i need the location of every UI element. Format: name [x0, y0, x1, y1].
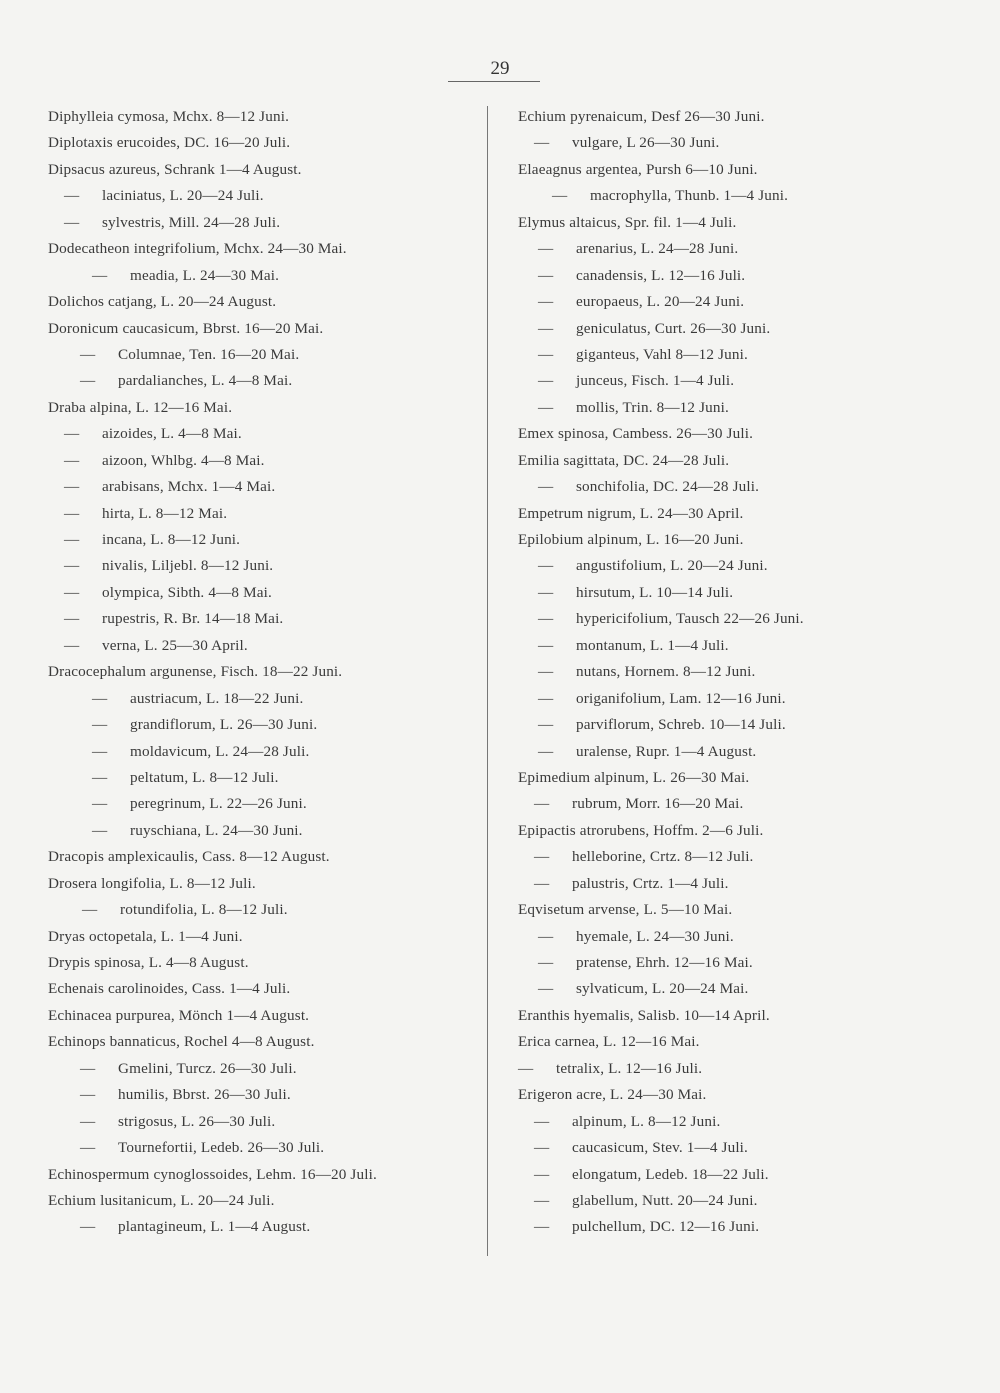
list-item [48, 1082, 478, 1108]
ditto-dash: — [80, 1059, 96, 1077]
ditto-dash: — [80, 1086, 96, 1104]
ditto-dash: — [64, 531, 80, 548]
ditto-dash: — [82, 901, 98, 919]
species-entry-text: Drosera longifolia, L. 8—12 Juli. [48, 874, 256, 892]
page-number-rule [448, 81, 540, 82]
list-item [518, 844, 958, 870]
species-entry-text: Dipsacus azureus, Schrank 1—4 August. [48, 160, 302, 178]
species-entry-text: grandiflorum, L. 26—30 Juni. [130, 716, 318, 734]
list-item [48, 157, 478, 183]
ditto-dash: — [534, 1139, 550, 1157]
list-item [48, 659, 478, 685]
ditto-dash: — [64, 610, 80, 628]
ditto-dash: — [534, 874, 550, 892]
species-entry-text: Dodecatheon integrifolium, Mchx. 24—30 Mai. [48, 240, 347, 258]
list-item [48, 527, 478, 553]
species-entry-text: Elaeagnus argentea, Pursh 6—10 Juni. [518, 160, 758, 178]
species-entry-text: humilis, Bbrst. 26—30 Juli. [118, 1086, 291, 1104]
list-item [518, 659, 958, 685]
ditto-dash: — [92, 689, 108, 707]
list-item [48, 686, 478, 712]
species-entry-text: sonchifolia, DC. 24—28 Juli. [576, 478, 760, 496]
ditto-dash: — [538, 293, 554, 311]
list-item [48, 1109, 478, 1135]
species-entry-text: verna, L. 25—30 April. [102, 636, 248, 654]
list-item [48, 712, 478, 738]
ditto-dash: — [534, 848, 550, 866]
ditto-dash: — [80, 1139, 96, 1157]
ditto-dash: — [92, 821, 108, 839]
ditto-dash: — [538, 636, 554, 654]
list-item [48, 791, 478, 817]
species-entry-text: Epilobium alpinum, L. 16—20 Juni. [518, 531, 744, 548]
list-item [48, 236, 478, 262]
ditto-dash: — [534, 1191, 550, 1209]
list-item [48, 1188, 478, 1214]
list-item [48, 474, 478, 500]
species-entry-text: sylvaticum, L. 20—24 Mai. [576, 980, 749, 998]
list-item [48, 844, 478, 870]
ditto-dash: — [80, 1112, 96, 1130]
species-entry-text: strigosus, L. 26—30 Juli. [118, 1112, 276, 1130]
species-entry-text: Epimedium alpinum, L. 26—30 Mai. [518, 768, 750, 786]
list-item [48, 210, 478, 236]
species-entry-text: Diplotaxis erucoides, DC. 16—20 Juli. [48, 134, 291, 152]
column-divider [487, 106, 488, 1256]
species-entry-text: arabisans, Mchx. 1—4 Mai. [102, 478, 276, 496]
species-entry-text: rubrum, Morr. 16—20 Mai. [572, 795, 744, 813]
list-item [48, 1162, 478, 1188]
ditto-dash: — [518, 1059, 534, 1077]
list-item [518, 395, 958, 421]
species-entry-text: Echium pyrenaicum, Desf 26—30 Juni. [518, 108, 765, 125]
ditto-dash: — [534, 1218, 550, 1236]
list-item [518, 1214, 958, 1240]
list-item [48, 897, 478, 923]
species-entry-text: Echenais carolinoides, Cass. 1—4 Juli. [48, 980, 291, 998]
species-entry-text: parviflorum, Schreb. 10—14 Juli. [576, 716, 786, 734]
list-item [518, 421, 958, 447]
list-item [48, 1056, 478, 1082]
species-entry-text: Columnae, Ten. 16—20 Mai. [118, 345, 300, 363]
species-entry-text: nutans, Hornem. 8—12 Juni. [576, 663, 756, 681]
list-item [518, 1109, 958, 1135]
list-item [48, 950, 478, 976]
species-entry-text: peltatum, L. 8—12 Juli. [130, 768, 279, 786]
ditto-dash: — [92, 795, 108, 813]
ditto-dash: — [534, 134, 550, 152]
list-item [518, 236, 958, 262]
ditto-dash: — [64, 504, 80, 522]
ditto-dash: — [80, 345, 96, 363]
list-item [518, 606, 958, 632]
ditto-dash: — [80, 1218, 96, 1236]
species-entry-text: Epipactis atrorubens, Hoffm. 2—6 Juli. [518, 821, 764, 839]
species-entry-text: Erica carnea, L. 12—16 Mai. [518, 1033, 700, 1051]
species-entry-text: Doronicum caucasicum, Bbrst. 16—20 Mai. [48, 319, 324, 337]
ditto-dash: — [538, 663, 554, 681]
species-entry-text: pardalianches, L. 4—8 Mai. [118, 372, 293, 390]
list-item [48, 871, 478, 897]
list-item [518, 976, 958, 1002]
species-entry-text: helleborine, Crtz. 8—12 Juli. [572, 848, 754, 866]
species-entry-text: olympica, Sibth. 4—8 Mai. [102, 583, 272, 601]
species-entry-text: Dracocephalum argunense, Fisch. 18—22 Juni. [48, 663, 343, 681]
list-item [518, 501, 958, 527]
species-entry-text: nivalis, Liljebl. 8—12 Juni. [102, 557, 274, 575]
species-entry-text: Echinacea purpurea, Mönch 1—4 August. [48, 1006, 310, 1024]
species-entry-text: Emex spinosa, Cambess. 26—30 Juli. [518, 425, 754, 443]
list-item [518, 368, 958, 394]
list-item [518, 871, 958, 897]
species-entry-text: Emilia sagittata, DC. 24—28 Juli. [518, 451, 730, 469]
species-entry-text: Gmelini, Turcz. 26—30 Juli. [118, 1059, 297, 1077]
ditto-dash: — [538, 583, 554, 601]
list-item [48, 501, 478, 527]
species-entry-text: angustifolium, L. 20—24 Juni. [576, 557, 768, 575]
list-item [518, 474, 958, 500]
list-item [518, 1162, 958, 1188]
list-item [518, 130, 958, 156]
species-entry-text: macrophylla, Thunb. 1—4 Juni. [590, 187, 789, 205]
ditto-dash: — [92, 742, 108, 760]
species-entry-text: aizoon, Whlbg. 4—8 Mai. [102, 451, 265, 469]
ditto-dash: — [538, 345, 554, 363]
list-item [518, 1029, 958, 1055]
right-column [518, 104, 958, 1241]
list-item [48, 421, 478, 447]
species-entry-text: Dryas octopetala, L. 1—4 Juni. [48, 927, 243, 945]
list-item [48, 976, 478, 1002]
list-item [518, 1188, 958, 1214]
page-number: 29 [490, 58, 510, 79]
list-item [48, 1029, 478, 1055]
ditto-dash: — [538, 927, 554, 945]
ditto-dash: — [538, 716, 554, 734]
list-item [518, 924, 958, 950]
list-item [48, 342, 478, 368]
list-item [48, 395, 478, 421]
list-item [48, 924, 478, 950]
species-entry-text: glabellum, Nutt. 20—24 Juni. [572, 1191, 758, 1209]
species-entry-text: canadensis, L. 12—16 Juli. [576, 266, 746, 284]
left-column [48, 104, 478, 1241]
species-entry-text: Elymus altaicus, Spr. fil. 1—4 Juli. [518, 213, 737, 231]
species-entry-text: ruyschiana, L. 24—30 Juni. [130, 821, 303, 839]
list-item [48, 553, 478, 579]
species-entry-text: junceus, Fisch. 1—4 Juli. [576, 372, 735, 390]
list-item [48, 130, 478, 156]
species-entry-text: vulgare, L 26—30 Juni. [572, 134, 720, 152]
ditto-dash: — [92, 768, 108, 786]
ditto-dash: — [538, 319, 554, 337]
list-item [518, 633, 958, 659]
species-entry-text: pratense, Ehrh. 12—16 Mai. [576, 954, 753, 971]
species-entry-text: rupestris, R. Br. 14—18 Mai. [102, 610, 284, 628]
ditto-dash: — [92, 716, 108, 734]
ditto-dash: — [552, 187, 568, 205]
list-item [48, 1214, 478, 1240]
list-item [518, 818, 958, 844]
species-entry-text: Drypis spinosa, L. 4—8 August. [48, 954, 249, 971]
list-item [518, 1135, 958, 1161]
list-item [518, 527, 958, 553]
list-item [518, 580, 958, 606]
ditto-dash: — [64, 636, 80, 654]
species-entry-text: elongatum, Ledeb. 18—22 Juli. [572, 1165, 769, 1183]
species-entry-text: Draba alpina, L. 12—16 Mai. [48, 398, 233, 416]
species-entry-text: tetralix, L. 12—16 Juli. [556, 1059, 703, 1077]
species-entry-text: caucasicum, Stev. 1—4 Juli. [572, 1139, 748, 1157]
species-entry-text: plantagineum, L. 1—4 August. [118, 1218, 311, 1236]
ditto-dash: — [538, 266, 554, 284]
ditto-dash: — [538, 689, 554, 707]
ditto-dash: — [64, 425, 80, 443]
list-item [48, 368, 478, 394]
species-entry-text: Diphylleia cymosa, Mchx. 8—12 Juni. [48, 108, 290, 125]
list-item [518, 210, 958, 236]
list-item [518, 104, 958, 130]
species-entry-text: hypericifolium, Tausch 22—26 Juni. [576, 610, 804, 628]
species-entry-text: laciniatus, L. 20—24 Juli. [102, 187, 264, 205]
ditto-dash: — [534, 795, 550, 813]
list-item [518, 448, 958, 474]
species-entry-text: Eranthis hyemalis, Salisb. 10—14 April. [518, 1006, 770, 1024]
ditto-dash: — [538, 557, 554, 575]
list-item [518, 183, 958, 209]
species-entry-text: alpinum, L. 8—12 Juni. [572, 1112, 721, 1130]
list-item [518, 739, 958, 765]
species-entry-text: palustris, Crtz. 1—4 Juli. [572, 874, 729, 892]
list-item [48, 1135, 478, 1161]
list-item [48, 316, 478, 342]
species-entry-text: incana, L. 8—12 Juni. [102, 531, 241, 548]
ditto-dash: — [538, 980, 554, 998]
ditto-dash: — [538, 372, 554, 390]
species-entry-text: sylvestris, Mill. 24—28 Juli. [102, 213, 281, 231]
list-item [48, 765, 478, 791]
list-item [518, 765, 958, 791]
species-entry-text: origanifolium, Lam. 12—16 Juni. [576, 689, 786, 707]
species-entry-text: giganteus, Vahl 8—12 Juni. [576, 345, 748, 363]
species-entry-text: hyemale, L. 24—30 Juni. [576, 927, 734, 945]
species-entry-text: peregrinum, L. 22—26 Juni. [130, 795, 307, 813]
ditto-dash: — [538, 478, 554, 496]
list-item [518, 950, 958, 976]
species-entry-text: hirsutum, L. 10—14 Juli. [576, 583, 734, 601]
ditto-dash: — [80, 372, 96, 390]
list-item [518, 712, 958, 738]
ditto-dash: — [538, 398, 554, 416]
list-item [518, 1082, 958, 1108]
species-entry-text: Erigeron acre, L. 24—30 Mai. [518, 1086, 707, 1104]
species-entry-text: geniculatus, Curt. 26—30 Juni. [576, 319, 771, 337]
species-entry-text: Tournefortii, Ledeb. 26—30 Juli. [118, 1139, 325, 1157]
species-entry-text: Empetrum nigrum, L. 24—30 April. [518, 504, 744, 522]
ditto-dash: — [534, 1112, 550, 1130]
species-entry-text: Dracopis amplexicaulis, Cass. 8—12 August. [48, 848, 330, 866]
list-item [48, 633, 478, 659]
species-entry-text: montanum, L. 1—4 Juli. [576, 636, 729, 654]
ditto-dash: — [64, 583, 80, 601]
ditto-dash: — [538, 240, 554, 258]
ditto-dash: — [64, 451, 80, 469]
list-item [48, 263, 478, 289]
list-item [518, 263, 958, 289]
species-entry-text: europaeus, L. 20—24 Juni. [576, 293, 745, 311]
species-entry-text: Echinops bannaticus, Rochel 4—8 August. [48, 1033, 315, 1051]
species-entry-text: rotundifolia, L. 8—12 Juli. [120, 901, 288, 919]
ditto-dash: — [92, 266, 108, 284]
list-item [518, 289, 958, 315]
species-entry-text: Eqvisetum arvense, L. 5—10 Mai. [518, 901, 733, 919]
list-item [518, 316, 958, 342]
list-item [48, 739, 478, 765]
list-item [48, 580, 478, 606]
list-item [518, 553, 958, 579]
species-entry-text: pulchellum, DC. 12—16 Juni. [572, 1218, 760, 1236]
species-entry-text: meadia, L. 24—30 Mai. [130, 266, 280, 284]
ditto-dash: — [64, 478, 80, 496]
ditto-dash: — [64, 187, 80, 205]
species-entry-text: mollis, Trin. 8—12 Juni. [576, 398, 729, 416]
list-item [48, 1003, 478, 1029]
ditto-dash: — [64, 557, 80, 575]
ditto-dash: — [64, 213, 80, 231]
species-entry-text: austriacum, L. 18—22 Juni. [130, 689, 304, 707]
species-entry-text: moldavicum, L. 24—28 Juli. [130, 742, 310, 760]
species-entry-text: Dolichos catjang, L. 20—24 August. [48, 293, 277, 311]
species-entry-text: Echium lusitanicum, L. 20—24 Juli. [48, 1191, 275, 1209]
list-item [518, 897, 958, 923]
list-item [48, 448, 478, 474]
list-item [518, 342, 958, 368]
list-item [518, 1056, 958, 1082]
species-entry-text: aizoides, L. 4—8 Mai. [102, 425, 242, 443]
ditto-dash: — [538, 610, 554, 628]
ditto-dash: — [534, 1165, 550, 1183]
species-entry-text: uralense, Rupr. 1—4 August. [576, 742, 757, 760]
species-entry-text: hirta, L. 8—12 Mai. [102, 504, 228, 522]
list-item [518, 157, 958, 183]
species-entry-text: Echinospermum cynoglossoides, Lehm. 16—20 Juli. [48, 1165, 377, 1183]
ditto-dash: — [538, 954, 554, 971]
list-item [518, 791, 958, 817]
list-item [48, 183, 478, 209]
list-item [48, 818, 478, 844]
list-item [48, 289, 478, 315]
list-item [48, 104, 478, 130]
species-entry-text: arenarius, L. 24—28 Juni. [576, 240, 739, 258]
ditto-dash: — [538, 742, 554, 760]
list-item [518, 686, 958, 712]
list-item [48, 606, 478, 632]
list-item [518, 1003, 958, 1029]
